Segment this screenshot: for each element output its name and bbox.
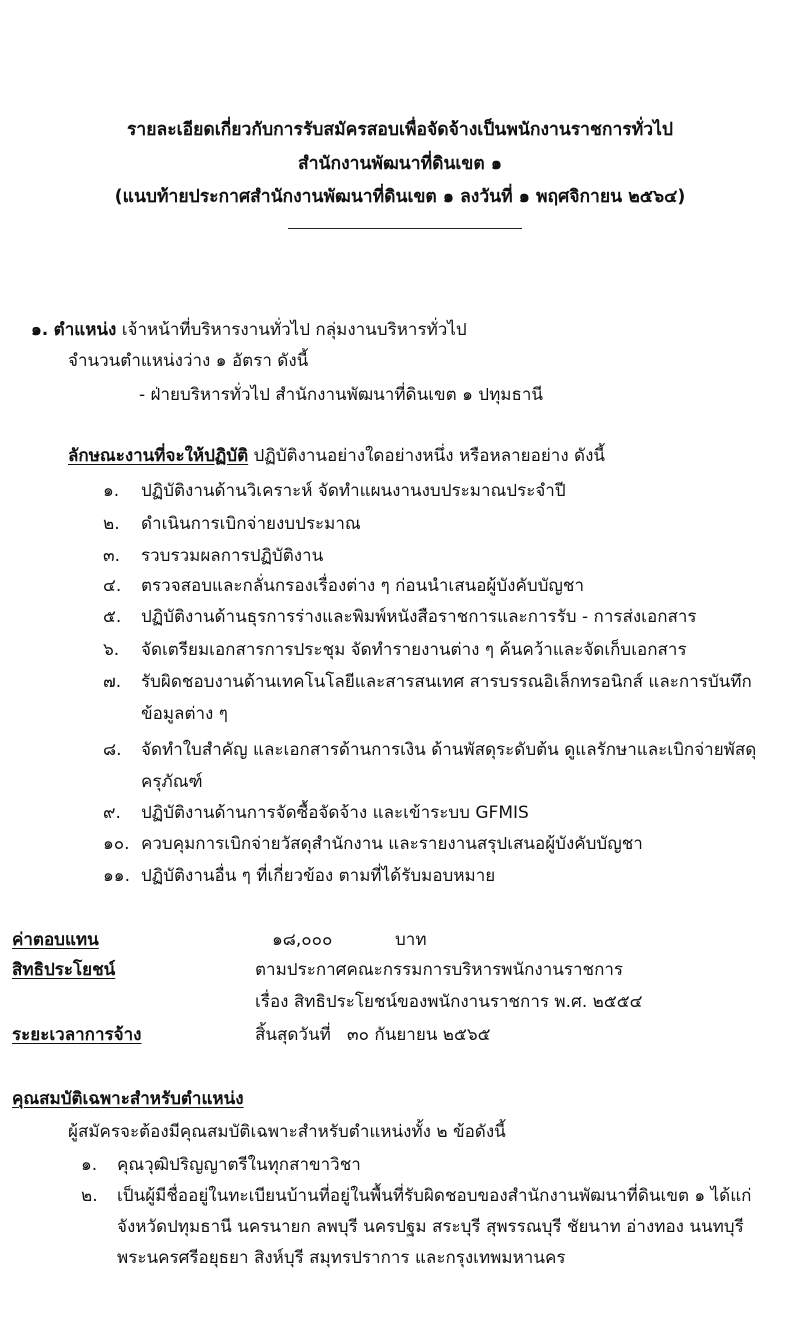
duty-item: ๑. ปฏิบัติงานด้านวิเคราะห์ จัดทำแผนงานงบประมาณประจำปี	[103, 481, 566, 501]
duty-item-continuation: ครุภัณฑ์	[141, 772, 203, 792]
duties-heading-line	[68, 444, 605, 468]
term-value: สิ้นสุดวันที่ ๓๐ กันยายน ๒๕๖๕	[255, 1025, 491, 1045]
position-title: เจ้าหน้าที่บริหารงานทั่วไป กลุ่มงานบริหารทั่วไป	[121, 320, 467, 340]
duties-intro: ปฏิบัติงานอย่างใดอย่างหนึ่ง หรือหลายอย่าง ดังนี้	[253, 446, 606, 466]
qualifications-heading: คุณสมบัติเฉพาะสำหรับตำแหน่ง	[12, 1089, 244, 1109]
benefits-line-2: เรื่อง สิทธิประโยชน์ของพนักงานราชการ พ.ศ. ๒๕๕๔	[255, 992, 643, 1012]
position-vacancy: จำนวนตำแหน่งว่าง ๑ อัตรา ดังนี้	[68, 351, 309, 371]
duty-item: ๔. ตรวจสอบและกลั่นกรองเรื่องต่าง ๆ ก่อนนำเสนอผู้บังคับบัญชา	[103, 576, 584, 596]
duty-item: ๑๐. ควบคุมการเบิกจ่ายวัสดุสำนักงาน และรายงานสรุปเสนอผู้บังคับบัญชา	[103, 834, 643, 854]
compensation-unit: บาท	[395, 930, 427, 950]
position-number: ๑.	[31, 320, 49, 340]
duty-item: ๘. จัดทำใบสำคัญ และเอกสารด้านการเงิน ด้านพัสดุระดับต้น ดูแลรักษาและเบิกจ่ายพัสดุ	[103, 740, 757, 760]
duty-item: ๕. ปฏิบัติงานด้านธุรการร่างและพิมพ์หนังสือราชการและการรับ - การส่งเอกสาร	[103, 607, 697, 627]
duty-item-continuation: ข้อมูลต่าง ๆ	[141, 704, 228, 724]
qualification-item-continuation: พระนครศรีอยุธยา สิงห์บุรี สมุทรปราการ และกรุงเทพมหานคร	[117, 1248, 566, 1268]
duty-item: ๒. ดำเนินการเบิกจ่ายงบประมาณ	[103, 514, 361, 534]
position-line	[31, 318, 467, 342]
position-label: ตำแหน่ง	[53, 320, 117, 340]
position-unit: - ฝ่ายบริหารทั่วไป สำนักงานพัฒนาที่ดินเขต ๑ ปทุมธานี	[139, 385, 544, 405]
benefits-label: สิทธิประโยชน์	[12, 960, 116, 980]
duties-heading: ลักษณะงานที่จะให้ปฏิบัติ	[68, 446, 249, 466]
duty-item: ๙. ปฏิบัติงานด้านการจัดซื้อจัดจ้าง และเข้าระบบ GFMIS	[103, 803, 529, 823]
term-label: ระยะเวลาการจ้าง	[12, 1025, 142, 1045]
qualification-item: ๒. เป็นผู้มีชื่ออยู่ในทะเบียนบ้านที่อยู่ในพื้นที่รับผิดชอบของสำนักงานพัฒนาที่ดินเขต ๑ ได้แก่	[81, 1186, 752, 1206]
duty-item: ๓. รวบรวมผลการปฏิบัติงาน	[103, 546, 324, 566]
header-divider	[288, 228, 522, 229]
duty-item: ๗. รับผิดชอบงานด้านเทคโนโลยีและสารสนเทศ สารบรรณอิเล็กทรอนิกส์ และการบันทึก	[103, 672, 752, 692]
compensation-amount: ๑๘,๐๐๐	[272, 930, 333, 950]
duty-item: ๖. จัดเตรียมเอกสารการประชุม จัดทำรายงานต่าง ๆ ค้นคว้าและจัดเก็บเอกสาร	[103, 640, 687, 660]
document-title-line-1: รายละเอียดเกี่ยวกับการรับสมัครสอบเพื่อจัดจ้างเป็นพนักงานราชการทั่วไป	[127, 120, 673, 140]
qualification-item-continuation: จังหวัดปทุมธานี นครนายก ลพบุรี นครปฐม สระบุรี สุพรรณบุรี ชัยนาท อ่างทอง นนทบุรี	[117, 1217, 744, 1237]
document-title-line-2: สำนักงานพัฒนาที่ดินเขต ๑	[298, 154, 502, 174]
compensation-label: ค่าตอบแทน	[12, 930, 99, 950]
benefits-line-1: ตามประกาศคณะกรรมการบริหารพนักงานราชการ	[255, 960, 624, 980]
document-title-line-3: (แนบท้ายประกาศสำนักงานพัฒนาที่ดินเขต ๑ ลงวันที่ ๑ พฤศจิกายน ๒๕๖๔)	[114, 187, 686, 207]
qualifications-intro: ผู้สมัครจะต้องมีคุณสมบัติเฉพาะสำหรับตำแหน่งทั้ง ๒ ข้อดังนี้	[68, 1122, 506, 1142]
duty-item: ๑๑. ปฏิบัติงานอื่น ๆ ที่เกี่ยวข้อง ตามที่ได้รับมอบหมาย	[103, 866, 496, 886]
qualification-item: ๑. คุณวุฒิปริญญาตรีในทุกสาขาวิชา	[81, 1155, 361, 1175]
